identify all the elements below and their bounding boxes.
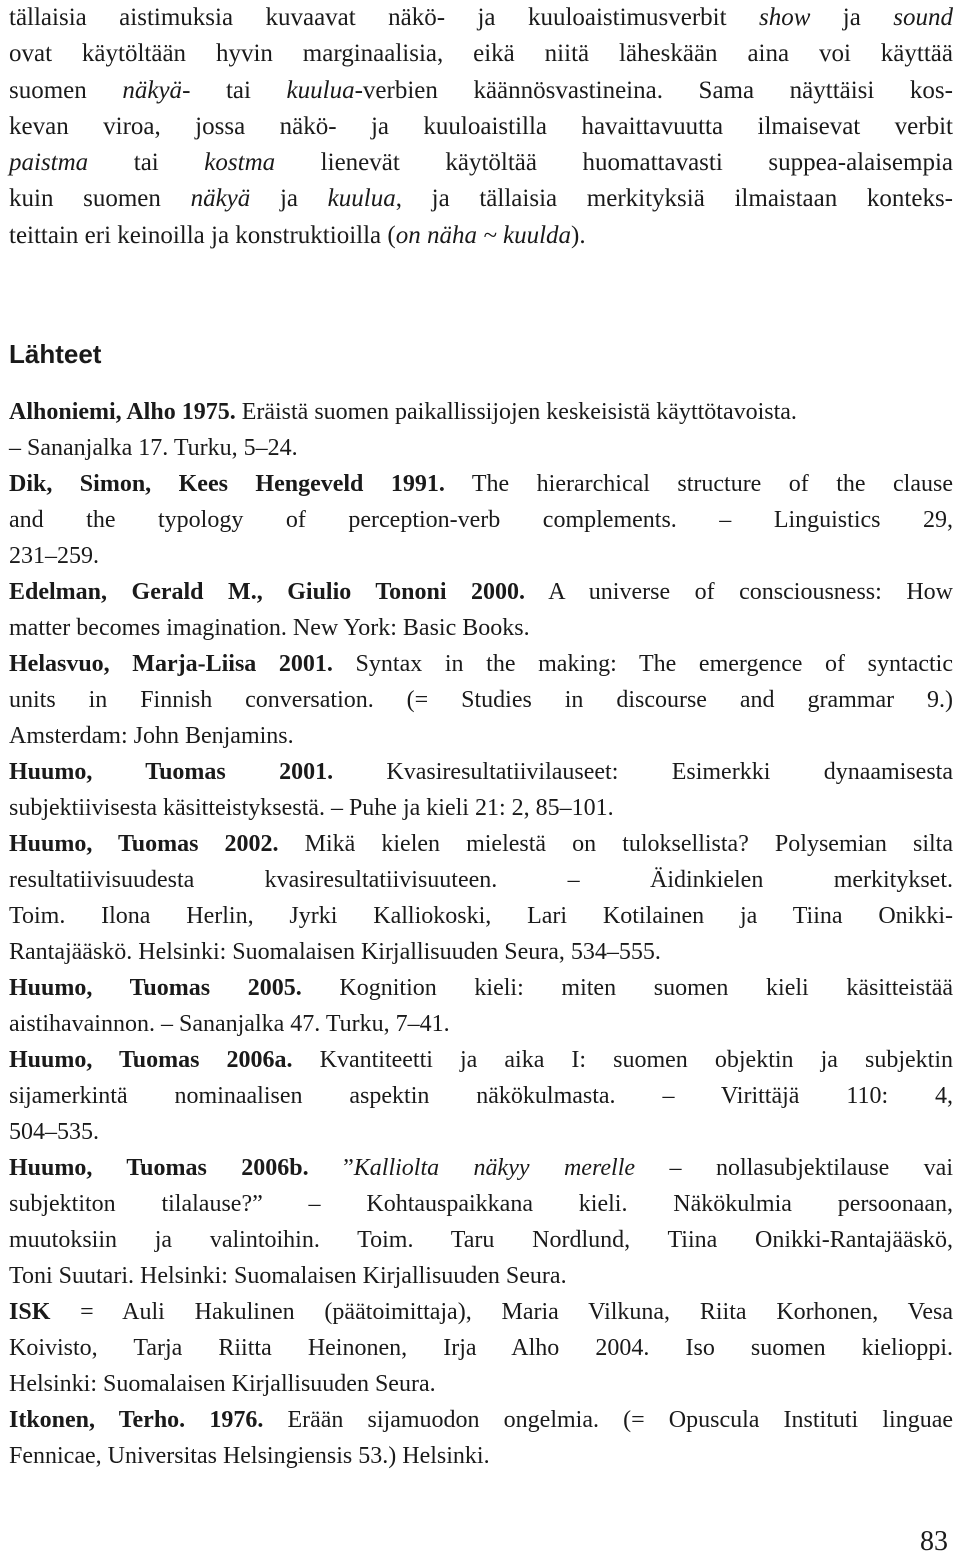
section-heading: Lähteet [9,339,102,369]
reference-entry: Huumo, Tuomas 2006a. Kvantiteetti ja aika I: suomen objektin ja subjektin sijamerkintä nominaalisen aspektin näkökulmasta. – Virittäjä 110: 4, 504–535. [9,1047,953,1145]
text-line: ovat käytöltään hyvin marginaalisia, eikä niitä läheskään aina voi käyttää [9,40,953,68]
reference-author: Huumo, Tuomas 2001. [9,759,334,785]
intro-paragraph [9,0,953,254]
text-line: teittain eri keinoilla ja konstruktioilla (on näha ~ kuulda). [9,221,586,249]
reference-author: Alhoniemi, Alho 1975. [9,399,236,425]
text-line: tällaisia aistimuksia kuvaavat näkö- ja kuuloaistimusverbit show ja sound [9,4,953,31]
reference-entry: Huumo, Tuomas 2006b. ”Kalliolta näkyy merelle – nollasubjektilause vai subjektiton tilalause?” – Kohtauspaikkana kieli. Näkökulmia persoonaan, muutoksiin ja valintoihin. Toim. Taru Nordlund, Tiina Onikki-Rantajääskö, Toni Suutari. Helsinki: Suomalaisen Kirjallisuuden Seura. [9,1155,953,1289]
text-line: kevan viroa, jossa näkö- ja kuuloaistilla havaittavuutta ilmaisevat verbit [9,112,953,140]
reference-author: Huumo, Tuomas 2005. [9,975,302,1001]
reference-entry: ISK = Auli Hakulinen (päätoimittaja), Maria Vilkuna, Riita Korhonen, Vesa Koivisto, Tarja Riitta Heinonen, Irja Alho 2004. Iso suomen kielioppi. Helsinki: Suomalaisen Kirjallisuuden Seura. [9,1299,953,1397]
reference-author: Dik, Simon, Kees Hengeveld 1991. [9,471,445,497]
reference-entry: Huumo, Tuomas 2005. Kognition kieli: miten suomen kieli käsitteistää aistihavainnon. – Sananjalka 47. Turku, 7–41. [9,975,954,1037]
reference-entry: Edelman, Gerald M., Giulio Tononi 2000. A universe of consciousness: How matter becomes imagination. New York: Basic Books. [9,579,953,641]
reference-entry: Dik, Simon, Kees Hengeveld 1991. The hierarchical structure of the clause and the typology of perception-verb complements. – Linguistics 29, 231–259. [9,471,953,569]
reference-author: Edelman, Gerald M., Giulio Tononi 2000. [9,579,526,605]
reference-entry: Huumo, Tuomas 2002. Mikä kielen mielestä on tuloksellista? Polysemian silta resultatiivisuudesta kvasiresultatiivisuuteen. – Äidinkielen merkitykset. Toim. Ilona Herlin, Jyrki Kalliokoski, Lari Kotilainen ja Tiina Onikki- Rantajääskö. Helsinki: Suomalaisen Kirjallisuuden Seura, 534–555. [9,831,954,965]
reference-author: Helasvuo, Marja-Liisa 2001. [9,651,333,677]
reference-author: Itkonen, Terho. 1976. [9,1407,264,1433]
reference-entry: Alhoniemi, Alho 1975. Eräistä suomen paikallissijojen keskeisistä käyttötavoista. – Sananjalka 17. Turku, 5–24. [9,399,797,461]
reference-list [9,394,953,1474]
reference-author: Huumo, Tuomas 2006a. [9,1047,293,1073]
reference-author: ISK [9,1299,51,1325]
reference-entry: Itkonen, Terho. 1976. Erään sijamuodon ongelmia. (= Opuscula Instituti linguae Fennicae, Universitas Helsingiensis 53.) Helsinki. [9,1407,953,1469]
text-line: kuin suomen näkyä ja kuulua, ja tällaisia merkityksiä ilmaistaan konteks- [9,185,953,213]
text-line: paistma tai kostma lienevät käytöltää huomattavasti suppea-alaisempia [9,149,953,177]
reference-author: Huumo, Tuomas 2006b. [9,1155,309,1181]
reference-entry: Helasvuo, Marja-Liisa 2001. Syntax in the making: The emergence of syntactic units in Finnish conversation. (= Studies in discourse and grammar 9.) Amsterdam: John Benjamins. [9,651,953,749]
reference-entry: Huumo, Tuomas 2001. Kvasiresultatiivilauseet: Esimerkki dynaamisesta subjektiivisesta käsitteistyksestä. – Puhe ja kieli 21: 2, 85–101. [9,759,953,821]
page-number: 83 [920,1526,948,1557]
text-line: suomen näkyä- tai kuulua-verbien käännösvastineina. Sama näyttäisi kos- [9,76,953,104]
reference-author: Huumo, Tuomas 2002. [9,831,279,857]
